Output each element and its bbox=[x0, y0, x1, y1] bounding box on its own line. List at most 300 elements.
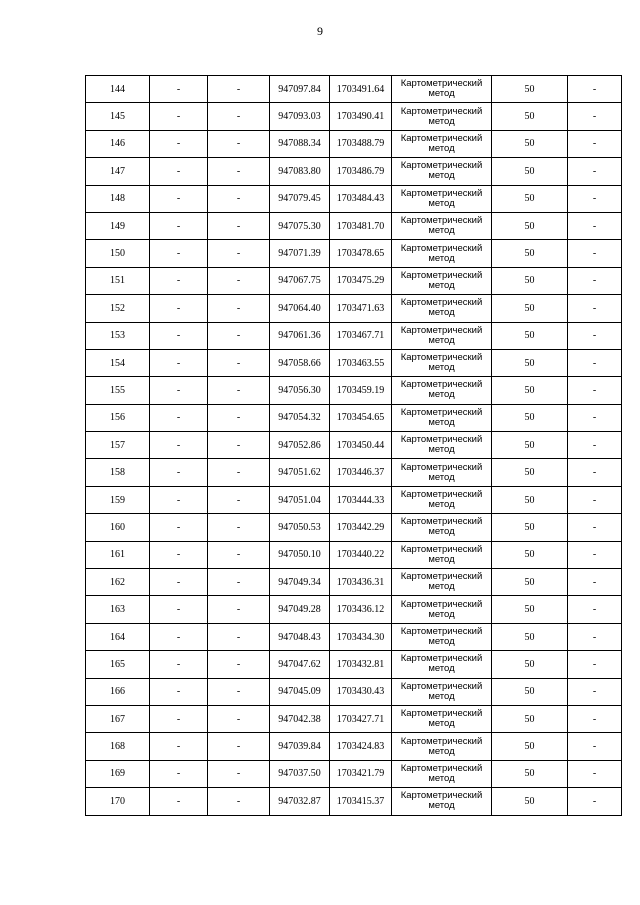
cell-coord-x: 947064.40 bbox=[270, 295, 330, 322]
cell-coord-x: 947083.80 bbox=[270, 158, 330, 185]
cell-dash-3: - bbox=[568, 788, 622, 815]
cell-point-number: 159 bbox=[86, 486, 150, 513]
cell-coord-x: 947049.34 bbox=[270, 569, 330, 596]
method-line-1: Картометрический bbox=[400, 680, 483, 692]
cell-coord-y: 1703454.65 bbox=[330, 404, 392, 431]
cell-dash-3: - bbox=[568, 322, 622, 349]
cell-method bbox=[392, 130, 492, 157]
cell-accuracy: 50 bbox=[492, 158, 568, 185]
method-line-2: метод bbox=[428, 334, 455, 346]
cell-coord-x: 947052.86 bbox=[270, 432, 330, 459]
cell-dash-1: - bbox=[150, 733, 208, 760]
method-line-2: метод bbox=[428, 279, 455, 291]
cell-accuracy: 50 bbox=[492, 76, 568, 103]
cell-coord-y: 1703430.43 bbox=[330, 678, 392, 705]
method-line-2: метод bbox=[428, 307, 455, 319]
method-line-2: метод bbox=[428, 718, 455, 730]
table-row bbox=[86, 295, 622, 322]
method-line-1: Картометрический bbox=[400, 406, 483, 418]
cell-dash-3: - bbox=[568, 705, 622, 732]
cell-dash-2: - bbox=[208, 295, 270, 322]
cell-coord-x: 947071.39 bbox=[270, 240, 330, 267]
method-line-1: Картометрический bbox=[400, 762, 483, 774]
cell-point-number: 147 bbox=[86, 158, 150, 185]
cell-method bbox=[392, 459, 492, 486]
cell-method bbox=[392, 185, 492, 212]
cell-coord-x: 947045.09 bbox=[270, 678, 330, 705]
table-row bbox=[86, 267, 622, 294]
cell-point-number: 144 bbox=[86, 76, 150, 103]
cell-coord-x: 947067.75 bbox=[270, 267, 330, 294]
cell-accuracy: 50 bbox=[492, 459, 568, 486]
cell-method bbox=[392, 212, 492, 239]
cell-dash-2: - bbox=[208, 459, 270, 486]
method-line-1: Картометрический bbox=[400, 571, 483, 583]
method-line-1: Картометрический bbox=[400, 434, 483, 446]
cell-dash-1: - bbox=[150, 76, 208, 103]
cell-accuracy: 50 bbox=[492, 733, 568, 760]
cell-accuracy: 50 bbox=[492, 651, 568, 678]
method-line-2: метод bbox=[428, 499, 455, 511]
cell-dash-3: - bbox=[568, 514, 622, 541]
method-line-1: Картометрический bbox=[400, 790, 483, 802]
method-line-2: метод bbox=[428, 526, 455, 538]
cell-dash-1: - bbox=[150, 569, 208, 596]
table-row bbox=[86, 76, 622, 103]
cell-point-number: 154 bbox=[86, 349, 150, 376]
cell-method bbox=[392, 322, 492, 349]
method-line-2: метод bbox=[428, 416, 455, 428]
cell-dash-2: - bbox=[208, 130, 270, 157]
method-line-1: Картометрический bbox=[400, 324, 483, 336]
cell-dash-1: - bbox=[150, 432, 208, 459]
cell-dash-1: - bbox=[150, 240, 208, 267]
method-line-1: Картометрический bbox=[400, 461, 483, 473]
cell-dash-1: - bbox=[150, 349, 208, 376]
cell-dash-1: - bbox=[150, 103, 208, 130]
cell-method bbox=[392, 295, 492, 322]
cell-dash-3: - bbox=[568, 596, 622, 623]
cell-coord-x: 947075.30 bbox=[270, 212, 330, 239]
method-line-1: Картометрический bbox=[400, 543, 483, 555]
cell-dash-3: - bbox=[568, 760, 622, 787]
cell-method bbox=[392, 158, 492, 185]
cell-coord-x: 947049.28 bbox=[270, 596, 330, 623]
cell-dash-3: - bbox=[568, 623, 622, 650]
cell-dash-3: - bbox=[568, 76, 622, 103]
cell-coord-y: 1703459.19 bbox=[330, 377, 392, 404]
cell-coord-y: 1703481.70 bbox=[330, 212, 392, 239]
method-line-2: метод bbox=[428, 690, 455, 702]
table-row bbox=[86, 733, 622, 760]
cell-coord-y: 1703478.65 bbox=[330, 240, 392, 267]
cell-accuracy: 50 bbox=[492, 541, 568, 568]
cell-coord-x: 947051.04 bbox=[270, 486, 330, 513]
cell-coord-x: 947093.03 bbox=[270, 103, 330, 130]
cell-method bbox=[392, 705, 492, 732]
cell-coord-y: 1703427.71 bbox=[330, 705, 392, 732]
cell-coord-x: 947054.32 bbox=[270, 404, 330, 431]
cell-point-number: 168 bbox=[86, 733, 150, 760]
cell-point-number: 167 bbox=[86, 705, 150, 732]
cell-point-number: 163 bbox=[86, 596, 150, 623]
cell-method bbox=[392, 569, 492, 596]
cell-coord-x: 947079.45 bbox=[270, 185, 330, 212]
cell-dash-1: - bbox=[150, 295, 208, 322]
cell-accuracy: 50 bbox=[492, 788, 568, 815]
cell-accuracy: 50 bbox=[492, 267, 568, 294]
cell-dash-3: - bbox=[568, 404, 622, 431]
method-line-1: Картометрический bbox=[400, 132, 483, 144]
cell-accuracy: 50 bbox=[492, 623, 568, 650]
cell-accuracy: 50 bbox=[492, 240, 568, 267]
cell-dash-2: - bbox=[208, 596, 270, 623]
cell-accuracy: 50 bbox=[492, 432, 568, 459]
cell-dash-2: - bbox=[208, 760, 270, 787]
cell-coord-y: 1703424.83 bbox=[330, 733, 392, 760]
page-number: 9 bbox=[317, 24, 323, 38]
cell-dash-2: - bbox=[208, 267, 270, 294]
cell-accuracy: 50 bbox=[492, 486, 568, 513]
cell-dash-1: - bbox=[150, 651, 208, 678]
cell-dash-2: - bbox=[208, 733, 270, 760]
cell-dash-2: - bbox=[208, 103, 270, 130]
cell-accuracy: 50 bbox=[492, 404, 568, 431]
cell-dash-2: - bbox=[208, 486, 270, 513]
cell-dash-2: - bbox=[208, 404, 270, 431]
cell-dash-2: - bbox=[208, 623, 270, 650]
cell-dash-1: - bbox=[150, 486, 208, 513]
cell-point-number: 153 bbox=[86, 322, 150, 349]
cell-coord-y: 1703421.79 bbox=[330, 760, 392, 787]
method-line-1: Картометрический bbox=[400, 708, 483, 720]
cell-accuracy: 50 bbox=[492, 130, 568, 157]
cell-dash-3: - bbox=[568, 158, 622, 185]
table-row bbox=[86, 212, 622, 239]
cell-method bbox=[392, 623, 492, 650]
cell-dash-1: - bbox=[150, 541, 208, 568]
table-row bbox=[86, 130, 622, 157]
cell-coord-y: 1703486.79 bbox=[330, 158, 392, 185]
method-line-2: метод bbox=[428, 772, 455, 784]
cell-coord-y: 1703444.33 bbox=[330, 486, 392, 513]
cell-method bbox=[392, 651, 492, 678]
table-row bbox=[86, 651, 622, 678]
cell-coord-y: 1703463.55 bbox=[330, 349, 392, 376]
cell-dash-2: - bbox=[208, 541, 270, 568]
cell-coord-y: 1703450.44 bbox=[330, 432, 392, 459]
method-line-2: метод bbox=[428, 362, 455, 374]
method-line-2: метод bbox=[428, 581, 455, 593]
table-row bbox=[86, 240, 622, 267]
cell-dash-2: - bbox=[208, 212, 270, 239]
cell-coord-x: 947032.87 bbox=[270, 788, 330, 815]
cell-coord-y: 1703471.63 bbox=[330, 295, 392, 322]
cell-dash-2: - bbox=[208, 322, 270, 349]
cell-dash-3: - bbox=[568, 459, 622, 486]
cell-dash-2: - bbox=[208, 76, 270, 103]
cell-coord-x: 947058.66 bbox=[270, 349, 330, 376]
cell-point-number: 164 bbox=[86, 623, 150, 650]
method-line-2: метод bbox=[428, 115, 455, 127]
method-line-1: Картометрический bbox=[400, 160, 483, 172]
method-line-2: метод bbox=[428, 252, 455, 264]
cell-point-number: 148 bbox=[86, 185, 150, 212]
cell-method bbox=[392, 760, 492, 787]
cell-coord-y: 1703440.22 bbox=[330, 541, 392, 568]
cell-point-number: 150 bbox=[86, 240, 150, 267]
cell-coord-x: 947050.53 bbox=[270, 514, 330, 541]
cell-coord-x: 947042.38 bbox=[270, 705, 330, 732]
cell-dash-3: - bbox=[568, 349, 622, 376]
cell-accuracy: 50 bbox=[492, 349, 568, 376]
cell-method bbox=[392, 267, 492, 294]
cell-method bbox=[392, 596, 492, 623]
method-line-1: Картометрический bbox=[400, 297, 483, 309]
cell-point-number: 152 bbox=[86, 295, 150, 322]
cell-accuracy: 50 bbox=[492, 295, 568, 322]
cell-dash-1: - bbox=[150, 158, 208, 185]
cell-coord-y: 1703475.29 bbox=[330, 267, 392, 294]
cell-coord-y: 1703446.37 bbox=[330, 459, 392, 486]
cell-dash-1: - bbox=[150, 185, 208, 212]
cell-accuracy: 50 bbox=[492, 377, 568, 404]
table-row bbox=[86, 459, 622, 486]
cell-point-number: 155 bbox=[86, 377, 150, 404]
table-row bbox=[86, 596, 622, 623]
cell-dash-3: - bbox=[568, 377, 622, 404]
cell-method bbox=[392, 733, 492, 760]
cell-method bbox=[392, 349, 492, 376]
cell-dash-1: - bbox=[150, 267, 208, 294]
method-line-1: Картометрический bbox=[400, 626, 483, 637]
cell-dash-1: - bbox=[150, 678, 208, 705]
table-row bbox=[86, 185, 622, 212]
method-line-1: Картометрический bbox=[400, 187, 483, 199]
cell-point-number: 161 bbox=[86, 541, 150, 568]
cell-accuracy: 50 bbox=[492, 514, 568, 541]
cell-method bbox=[392, 514, 492, 541]
method-line-2: метод bbox=[428, 636, 455, 647]
cell-dash-3: - bbox=[568, 103, 622, 130]
cell-dash-2: - bbox=[208, 349, 270, 376]
cell-accuracy: 50 bbox=[492, 103, 568, 130]
cell-coord-y: 1703467.71 bbox=[330, 322, 392, 349]
cell-coord-x: 947061.36 bbox=[270, 322, 330, 349]
cell-point-number: 157 bbox=[86, 432, 150, 459]
method-line-1: Картометрический bbox=[400, 105, 483, 117]
method-line-1: Картометрический bbox=[400, 269, 483, 281]
cell-method bbox=[392, 377, 492, 404]
table-row bbox=[86, 623, 622, 650]
table-row bbox=[86, 103, 622, 130]
cell-dash-1: - bbox=[150, 130, 208, 157]
cell-dash-2: - bbox=[208, 514, 270, 541]
cell-coord-x: 947056.30 bbox=[270, 377, 330, 404]
cell-method bbox=[392, 432, 492, 459]
cell-accuracy: 50 bbox=[492, 569, 568, 596]
cell-point-number: 146 bbox=[86, 130, 150, 157]
cell-accuracy: 50 bbox=[492, 322, 568, 349]
cell-accuracy: 50 bbox=[492, 760, 568, 787]
cell-dash-1: - bbox=[150, 459, 208, 486]
cell-coord-x: 947037.50 bbox=[270, 760, 330, 787]
method-line-2: метод bbox=[428, 553, 455, 565]
cell-coord-x: 947047.62 bbox=[270, 651, 330, 678]
cell-coord-y: 1703432.81 bbox=[330, 651, 392, 678]
table-row bbox=[86, 432, 622, 459]
cell-point-number: 165 bbox=[86, 651, 150, 678]
cell-dash-1: - bbox=[150, 212, 208, 239]
table-row bbox=[86, 158, 622, 185]
cell-method bbox=[392, 404, 492, 431]
cell-accuracy: 50 bbox=[492, 185, 568, 212]
method-line-2: метод bbox=[428, 197, 455, 209]
cell-dash-2: - bbox=[208, 788, 270, 815]
cell-coord-x: 947050.10 bbox=[270, 541, 330, 568]
cell-dash-3: - bbox=[568, 212, 622, 239]
method-line-1: Картометрический bbox=[400, 489, 483, 501]
cell-dash-1: - bbox=[150, 514, 208, 541]
cell-coord-y: 1703490.41 bbox=[330, 103, 392, 130]
cell-coord-y: 1703491.64 bbox=[330, 76, 392, 103]
cell-dash-2: - bbox=[208, 651, 270, 678]
method-line-2: метод bbox=[428, 608, 455, 620]
cell-method bbox=[392, 240, 492, 267]
cell-coord-y: 1703415.37 bbox=[330, 788, 392, 815]
method-line-2: метод bbox=[428, 444, 455, 456]
method-line-1: Картометрический bbox=[400, 242, 483, 254]
cell-dash-3: - bbox=[568, 569, 622, 596]
cell-point-number: 151 bbox=[86, 267, 150, 294]
cell-dash-1: - bbox=[150, 623, 208, 650]
method-line-2: метод bbox=[428, 471, 455, 483]
table-row bbox=[86, 705, 622, 732]
method-line-1: Картометрический bbox=[400, 516, 483, 528]
cell-dash-2: - bbox=[208, 377, 270, 404]
table-row bbox=[86, 377, 622, 404]
cell-dash-1: - bbox=[150, 596, 208, 623]
method-line-1: Картометрический bbox=[400, 352, 483, 364]
cell-dash-2: - bbox=[208, 678, 270, 705]
cell-accuracy: 50 bbox=[492, 212, 568, 239]
cell-dash-2: - bbox=[208, 158, 270, 185]
method-line-1: Картометрический bbox=[400, 78, 483, 90]
cell-dash-2: - bbox=[208, 432, 270, 459]
cell-point-number: 158 bbox=[86, 459, 150, 486]
table-row bbox=[86, 569, 622, 596]
cell-method bbox=[392, 103, 492, 130]
coordinates-table bbox=[85, 75, 622, 816]
cell-dash-2: - bbox=[208, 240, 270, 267]
cell-coord-x: 947088.34 bbox=[270, 130, 330, 157]
cell-dash-1: - bbox=[150, 404, 208, 431]
table-row bbox=[86, 486, 622, 513]
cell-dash-1: - bbox=[150, 788, 208, 815]
method-line-2: метод bbox=[428, 800, 455, 812]
cell-accuracy: 50 bbox=[492, 678, 568, 705]
table-row bbox=[86, 404, 622, 431]
cell-point-number: 160 bbox=[86, 514, 150, 541]
method-line-2: метод bbox=[428, 745, 455, 757]
method-line-2: метод bbox=[428, 663, 455, 675]
method-line-1: Картометрический bbox=[400, 653, 483, 665]
cell-dash-1: - bbox=[150, 705, 208, 732]
method-line-2: метод bbox=[428, 88, 455, 100]
method-line-1: Картометрический bbox=[400, 379, 483, 391]
cell-point-number: 149 bbox=[86, 212, 150, 239]
cell-coord-y: 1703436.31 bbox=[330, 569, 392, 596]
cell-method bbox=[392, 486, 492, 513]
cell-dash-2: - bbox=[208, 705, 270, 732]
cell-coord-y: 1703434.30 bbox=[330, 623, 392, 650]
cell-point-number: 162 bbox=[86, 569, 150, 596]
method-line-2: метод bbox=[428, 389, 455, 401]
cell-dash-3: - bbox=[568, 486, 622, 513]
table-body bbox=[86, 76, 622, 816]
cell-dash-3: - bbox=[568, 678, 622, 705]
cell-dash-3: - bbox=[568, 432, 622, 459]
cell-coord-y: 1703442.29 bbox=[330, 514, 392, 541]
cell-dash-3: - bbox=[568, 295, 622, 322]
table-row bbox=[86, 322, 622, 349]
table-row bbox=[86, 678, 622, 705]
cell-dash-3: - bbox=[568, 185, 622, 212]
cell-method bbox=[392, 678, 492, 705]
cell-method bbox=[392, 541, 492, 568]
table-row bbox=[86, 760, 622, 787]
cell-dash-3: - bbox=[568, 240, 622, 267]
cell-dash-3: - bbox=[568, 267, 622, 294]
cell-accuracy: 50 bbox=[492, 705, 568, 732]
method-line-1: Картометрический bbox=[400, 598, 483, 610]
cell-accuracy: 50 bbox=[492, 596, 568, 623]
method-line-2: метод bbox=[428, 225, 455, 237]
cell-dash-3: - bbox=[568, 130, 622, 157]
cell-dash-3: - bbox=[568, 733, 622, 760]
table-row bbox=[86, 788, 622, 815]
cell-point-number: 145 bbox=[86, 103, 150, 130]
cell-point-number: 166 bbox=[86, 678, 150, 705]
cell-point-number: 169 bbox=[86, 760, 150, 787]
method-line-1: Картометрический bbox=[400, 215, 483, 227]
cell-coord-y: 1703436.12 bbox=[330, 596, 392, 623]
table-row bbox=[86, 349, 622, 376]
cell-dash-2: - bbox=[208, 185, 270, 212]
table-row bbox=[86, 514, 622, 541]
cell-method bbox=[392, 788, 492, 815]
cell-coord-x: 947039.84 bbox=[270, 733, 330, 760]
cell-point-number: 156 bbox=[86, 404, 150, 431]
cell-dash-1: - bbox=[150, 322, 208, 349]
cell-point-number: 170 bbox=[86, 788, 150, 815]
cell-dash-1: - bbox=[150, 377, 208, 404]
cell-dash-3: - bbox=[568, 541, 622, 568]
cell-dash-1: - bbox=[150, 760, 208, 787]
cell-coord-y: 1703488.79 bbox=[330, 130, 392, 157]
cell-coord-y: 1703484.43 bbox=[330, 185, 392, 212]
method-line-2: метод bbox=[428, 142, 455, 154]
cell-method bbox=[392, 76, 492, 103]
method-line-1: Картометрический bbox=[400, 735, 483, 747]
table-row bbox=[86, 541, 622, 568]
method-line-2: метод bbox=[428, 170, 455, 182]
cell-dash-2: - bbox=[208, 569, 270, 596]
cell-coord-x: 947097.84 bbox=[270, 76, 330, 103]
cell-coord-x: 947048.43 bbox=[270, 623, 330, 650]
cell-coord-x: 947051.62 bbox=[270, 459, 330, 486]
cell-dash-3: - bbox=[568, 651, 622, 678]
